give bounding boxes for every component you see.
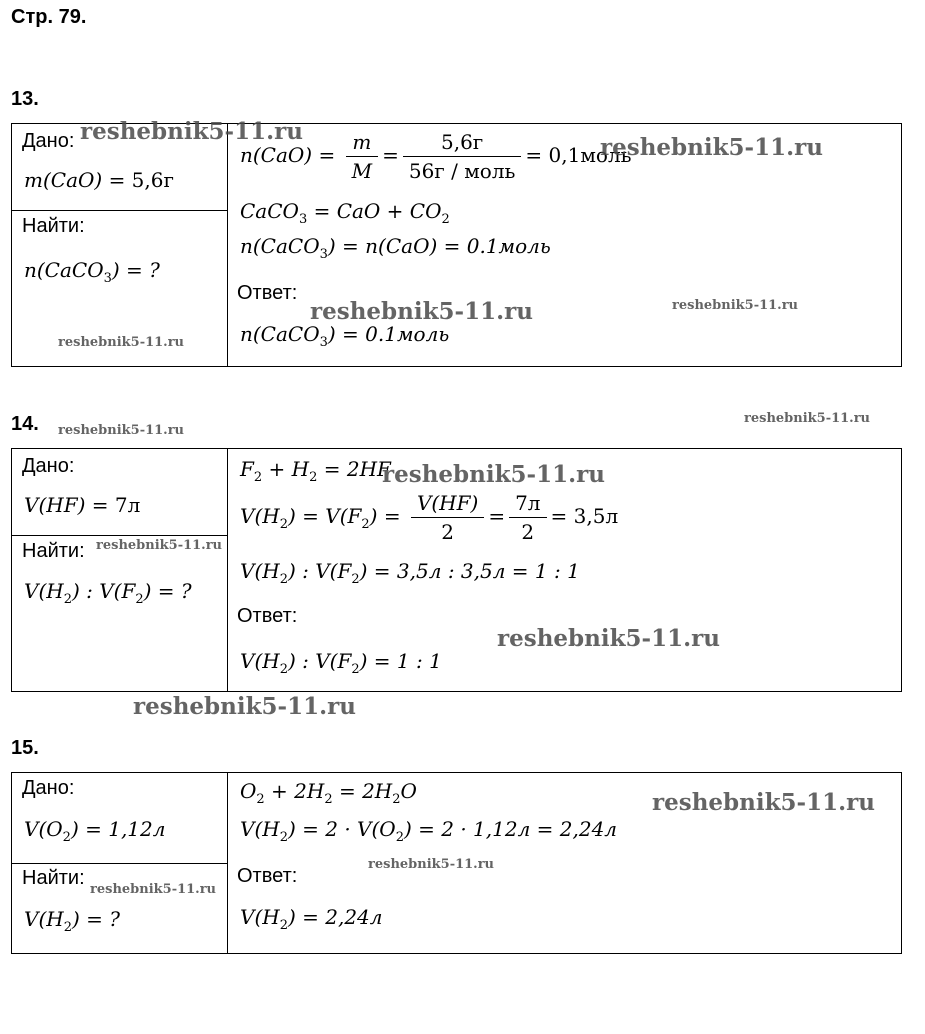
given-label: Дано: xyxy=(22,130,75,152)
reaction-equation: $O_2 + 2H_2 = 2H_2O$ xyxy=(240,779,417,807)
column-divider xyxy=(227,124,228,366)
given-find-divider xyxy=(12,863,227,864)
given-find-divider xyxy=(12,210,227,211)
find-label: Найти: xyxy=(22,215,85,237)
find-label: Найти: xyxy=(22,867,85,889)
given-label: Дано: xyxy=(22,455,75,477)
watermark: reshebnik5-11.ru xyxy=(133,693,356,720)
answer-label: Ответ: xyxy=(237,605,298,627)
watermark: reshebnik5-11.ru xyxy=(744,411,871,426)
watermark: reshebnik5-11.ru xyxy=(310,298,533,325)
watermark: reshebnik5-11.ru xyxy=(80,118,303,145)
given-value: V(HF) = 7л xyxy=(24,493,141,517)
task-number-15: 15. xyxy=(11,737,39,759)
page-heading: Стр. 79. xyxy=(11,6,87,28)
fraction-values: $\frac{7л}{2}$ xyxy=(509,491,546,544)
moles-equality: n(CaCO$_3$) = n(CaO) = 0.1моль xyxy=(240,234,551,262)
given-value: $V(O_2) = 1,12л$ xyxy=(24,817,166,845)
fraction-m-over-m: $\frac{m}{M}$ xyxy=(346,130,378,183)
volume-calculation: $V(H_2) = 2 \cdot V(O_2) = 2 \cdot 1,12л = 2,24л$ xyxy=(240,817,618,845)
volume-ratio: $V(H_2)$ : $V(F_2) = 3,5л$ : 3,5л = 1 : 1 xyxy=(240,559,580,587)
task-number-14: 14. xyxy=(11,413,39,435)
watermark: reshebnik5-11.ru xyxy=(90,882,217,897)
watermark: reshebnik5-11.ru xyxy=(58,335,185,350)
column-divider xyxy=(227,773,228,953)
watermark: reshebnik5-11.ru xyxy=(96,538,223,553)
moles-formula: n(CaO) = $\frac{m}{M}$ = $\frac{5,6г}{\text{56г / моль}}$ = 0,1моль xyxy=(240,130,632,183)
fraction-vhf-over-2: $\frac{V(HF)}{2}$ xyxy=(411,491,484,544)
watermark: reshebnik5-11.ru xyxy=(497,625,720,652)
watermark: reshebnik5-11.ru xyxy=(382,461,605,488)
answer-value: $V(H_2) = 2,24л$ xyxy=(240,905,383,933)
given-find-divider xyxy=(12,535,227,536)
fraction-values: $\frac{5,6г}{\text{56г / моль}}$ xyxy=(403,130,522,183)
watermark: reshebnik5-11.ru xyxy=(652,789,875,816)
reaction-equation: CaCO$_3$ = CaO + $CO_2$ xyxy=(240,199,450,227)
answer-value: n(CaCO$_3$) = 0.1моль xyxy=(240,322,450,350)
find-value: n(CaCO$_3$) = ? xyxy=(24,258,160,286)
find-label: Найти: xyxy=(22,540,85,562)
task-number-13: 13. xyxy=(11,88,39,110)
given-label: Дано: xyxy=(22,777,75,799)
answer-label: Ответ: xyxy=(237,282,298,304)
watermark: reshebnik5-11.ru xyxy=(368,857,495,872)
given-value: m(CaO) = 5,6г xyxy=(24,168,174,192)
column-divider xyxy=(227,449,228,691)
find-value: $V(H_2)$ = ? xyxy=(24,907,120,935)
watermark: reshebnik5-11.ru xyxy=(672,298,799,313)
watermark: reshebnik5-11.ru xyxy=(600,134,823,161)
watermark: reshebnik5-11.ru xyxy=(58,423,185,438)
find-value: $V(H_2)$ : $V(F_2)$ = ? xyxy=(24,579,192,607)
reaction-equation: $F_2 + H_2 = 2HF$ xyxy=(240,457,391,485)
answer-label: Ответ: xyxy=(237,865,298,887)
answer-value: $V(H_2)$ : $V(F_2) = 1$ : 1 xyxy=(240,649,442,677)
volume-formula: $V(H_2) = V(F_2)$ = $\frac{V(HF)}{2}$ = $\frac{7л}{2}$ = 3,5л xyxy=(240,491,619,544)
